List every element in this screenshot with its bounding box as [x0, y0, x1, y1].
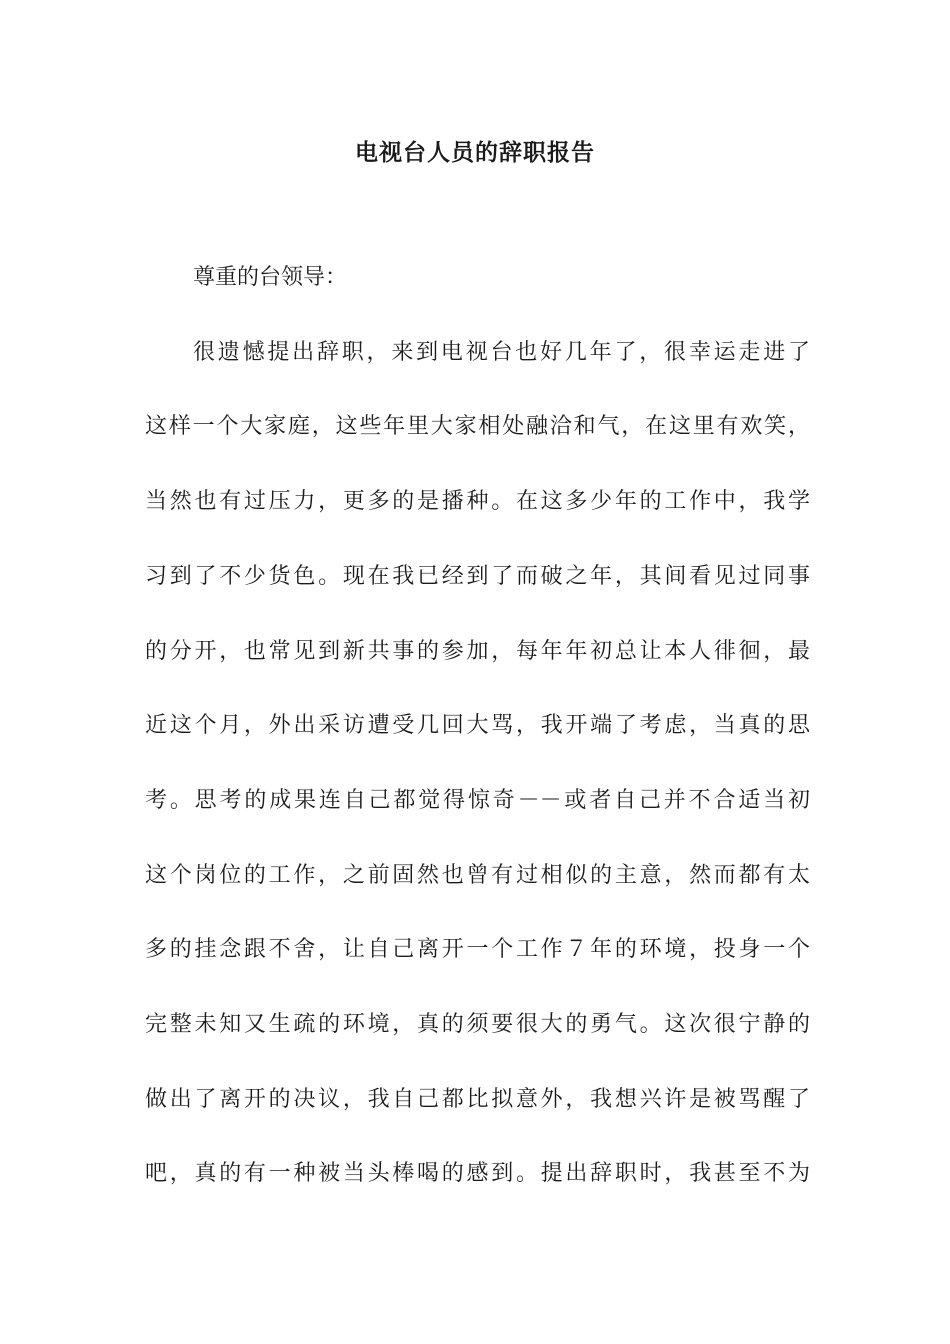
body-line-7: 考。思考的成果连自己都觉得惊奇－－或者自己并不合适当初	[145, 788, 810, 813]
body-line-2: 这样一个大家庭，这些年里大家相处融洽和气，在这里有欢笑，	[145, 414, 810, 439]
body-line-3: 当然也有过压力，更多的是播种。在这多少年的工作中，我学	[145, 489, 810, 514]
body-line-12: 吧，真的有一种被当头棒喝的感到。提出辞职时，我甚至不为	[145, 1161, 810, 1186]
body-line-11: 做出了离开的决议，我自己都比拟意外，我想兴许是被骂醒了	[145, 1087, 810, 1112]
body-line-5: 的分开，也常见到新共事的参加，每年年初总让本人徘徊，最	[145, 639, 810, 664]
body-line-8: 这个岗位的工作，之前固然也曾有过相似的主意，然而都有太	[145, 863, 810, 888]
body-line-10: 完整未知又生疏的环境，真的须要很大的勇气。这次很宁静的	[145, 1012, 810, 1037]
document-title: 电视台人员的辞职报告	[355, 139, 595, 166]
body-line-6: 近这个月，外出采访遭受几回大骂，我开端了考虑，当真的思	[145, 713, 810, 738]
body-line-9: 多的挂念跟不舍，让自己离开一个工作７年的环境，投身一个	[145, 937, 810, 962]
body-line-1: 很遗憾提出辞职，来到电视台也好几年了，很幸运走进了	[193, 340, 810, 365]
body-line-4: 习到了不少货色。现在我已经到了而破之年，其间看见过同事	[145, 564, 810, 589]
salutation: 尊重的台领导：	[193, 265, 348, 290]
